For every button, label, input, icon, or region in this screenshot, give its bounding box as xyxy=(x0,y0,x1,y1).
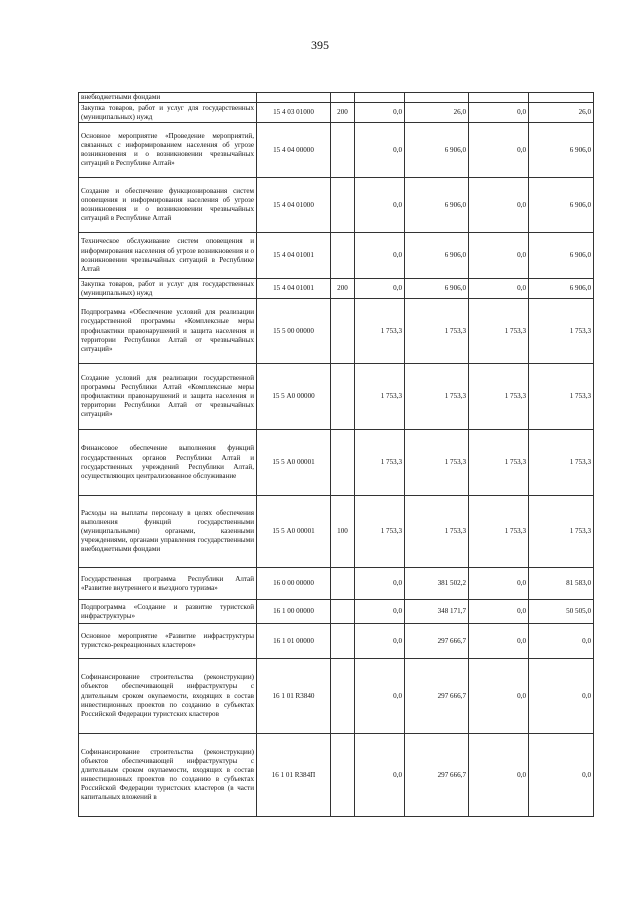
row-expense-type xyxy=(331,364,355,430)
table-row xyxy=(79,430,594,496)
row-name: Техническое обслуживание систем оповещения и информирования населения об угрозе возникновения и о возникновении чрезвычайных ситуаций в Республике Алтай xyxy=(79,233,257,279)
table-row xyxy=(79,103,594,123)
table-row xyxy=(79,600,594,624)
row-sum-4 xyxy=(529,93,594,103)
row-sum-2: 297 666,7 xyxy=(405,659,469,734)
row-sum-2: 381 502,2 xyxy=(405,568,469,600)
row-code: 16 1 00 00000 xyxy=(257,600,331,624)
row-sum-2: 1 753,3 xyxy=(405,299,469,364)
row-sum-4: 1 753,3 xyxy=(529,496,594,568)
table-row xyxy=(79,93,594,103)
table-row xyxy=(79,659,594,734)
row-name: Основное мероприятие «Развитие инфраструктуры туристско-рекреационных кластеров» xyxy=(79,624,257,659)
row-sum-3: 0,0 xyxy=(469,600,529,624)
row-name: Софинансирование строительства (реконструкции) объектов обеспечивающей инфраструктуры с длительным сроком окупаемости, входящих в состав инвестиционных проектов по созданию в субъектах Российской Федерации туристских кластеров (в части капитальных вложений в xyxy=(79,734,257,817)
row-sum-4: 6 906,0 xyxy=(529,279,594,299)
row-expense-type xyxy=(331,93,355,103)
row-sum-1: 0,0 xyxy=(355,103,405,123)
row-sum-4: 0,0 xyxy=(529,734,594,817)
row-name: Подпрограмма «Создание и развитие туристской инфраструктуры» xyxy=(79,600,257,624)
row-sum-2: 297 666,7 xyxy=(405,624,469,659)
row-sum-2: 297 666,7 xyxy=(405,734,469,817)
row-code: 15 4 04 01001 xyxy=(257,233,331,279)
row-code: 15 5 А0 00001 xyxy=(257,430,331,496)
row-sum-4: 26,0 xyxy=(529,103,594,123)
row-sum-1: 1 753,3 xyxy=(355,299,405,364)
row-expense-type: 200 xyxy=(331,103,355,123)
row-name: Софинансирование строительства (реконструкции) объектов обеспечивающей инфраструктуры с длительным сроком окупаемости, входящих в состав инвестиционных проектов по созданию в субъектах Российской Федерации туристских кластеров xyxy=(79,659,257,734)
row-sum-2: 6 906,0 xyxy=(405,279,469,299)
row-sum-1: 0,0 xyxy=(355,178,405,233)
row-sum-4: 6 906,0 xyxy=(529,123,594,178)
table-row xyxy=(79,279,594,299)
row-name: Подпрограмма «Обеспечение условий для реализации государственной программы «Комплексные меры профилактики правонарушений и защита населения и территории Республики Алтай от чрезвычайных ситуаций» xyxy=(79,299,257,364)
row-code: 16 0 00 00000 xyxy=(257,568,331,600)
row-sum-2: 1 753,3 xyxy=(405,364,469,430)
table-row xyxy=(79,364,594,430)
row-expense-type: 100 xyxy=(331,496,355,568)
row-name: Государственная программа Республики Алтай «Развитие внутреннего и въездного туризма» xyxy=(79,568,257,600)
row-expense-type xyxy=(331,600,355,624)
row-expense-type xyxy=(331,624,355,659)
row-code xyxy=(257,93,331,103)
table-row xyxy=(79,178,594,233)
row-sum-1: 0,0 xyxy=(355,734,405,817)
row-code: 15 4 04 00000 xyxy=(257,123,331,178)
row-sum-3: 1 753,3 xyxy=(469,496,529,568)
row-sum-3: 0,0 xyxy=(469,103,529,123)
row-name: Закупка товаров, работ и услуг для государственных (муниципальных) нужд xyxy=(79,279,257,299)
row-expense-type xyxy=(331,178,355,233)
row-code: 15 5 А0 00001 xyxy=(257,496,331,568)
table-row xyxy=(79,624,594,659)
table-row xyxy=(79,734,594,817)
row-sum-2: 6 906,0 xyxy=(405,178,469,233)
row-sum-3: 0,0 xyxy=(469,734,529,817)
row-code: 15 4 03 01000 xyxy=(257,103,331,123)
row-code: 16 1 01 00000 xyxy=(257,624,331,659)
table-row xyxy=(79,123,594,178)
row-sum-1: 0,0 xyxy=(355,600,405,624)
row-sum-1: 1 753,3 xyxy=(355,496,405,568)
row-expense-type xyxy=(331,568,355,600)
row-sum-1: 0,0 xyxy=(355,659,405,734)
row-expense-type xyxy=(331,734,355,817)
row-code: 15 5 00 00000 xyxy=(257,299,331,364)
row-name: Закупка товаров, работ и услуг для государственных (муниципальных) нужд xyxy=(79,103,257,123)
row-sum-3: 0,0 xyxy=(469,178,529,233)
row-sum-4: 6 906,0 xyxy=(529,178,594,233)
row-sum-4: 0,0 xyxy=(529,659,594,734)
row-sum-1: 0,0 xyxy=(355,568,405,600)
budget-table xyxy=(78,92,594,817)
table-row xyxy=(79,233,594,279)
row-sum-2 xyxy=(405,93,469,103)
table-row xyxy=(79,496,594,568)
row-code: 15 5 А0 00000 xyxy=(257,364,331,430)
row-expense-type xyxy=(331,123,355,178)
row-code: 15 4 04 01000 xyxy=(257,178,331,233)
row-sum-1: 0,0 xyxy=(355,233,405,279)
row-sum-4: 50 505,0 xyxy=(529,600,594,624)
row-sum-3: 0,0 xyxy=(469,123,529,178)
row-code: 16 1 01 R384П xyxy=(257,734,331,817)
row-name: Финансовое обеспечение выполнения функций государственных органов Республики Алтай и государственных учреждений Республики Алтай, осуществляющих централизованное обслуживание xyxy=(79,430,257,496)
row-expense-type xyxy=(331,299,355,364)
table-row xyxy=(79,568,594,600)
row-sum-4: 1 753,3 xyxy=(529,299,594,364)
row-sum-3: 1 753,3 xyxy=(469,299,529,364)
row-sum-2: 1 753,3 xyxy=(405,496,469,568)
row-sum-1: 0,0 xyxy=(355,123,405,178)
row-sum-2: 6 906,0 xyxy=(405,233,469,279)
row-code: 16 1 01 R3840 xyxy=(257,659,331,734)
row-sum-3: 1 753,3 xyxy=(469,364,529,430)
row-sum-2: 348 171,7 xyxy=(405,600,469,624)
row-sum-2: 26,0 xyxy=(405,103,469,123)
row-sum-3: 0,0 xyxy=(469,624,529,659)
row-sum-1: 0,0 xyxy=(355,624,405,659)
row-code: 15 4 04 01001 xyxy=(257,279,331,299)
row-name: Основное мероприятие «Проведение мероприятий, связанных с информированием населения об угрозе возникновения и о возникновении чрезвычайных ситуаций в Республике Алтай» xyxy=(79,123,257,178)
row-sum-3: 0,0 xyxy=(469,659,529,734)
row-sum-2: 6 906,0 xyxy=(405,123,469,178)
table-row xyxy=(79,299,594,364)
row-sum-3: 1 753,3 xyxy=(469,430,529,496)
row-sum-4: 1 753,3 xyxy=(529,364,594,430)
row-sum-1: 1 753,3 xyxy=(355,430,405,496)
row-expense-type xyxy=(331,233,355,279)
row-name: Создание и обеспечение функционирования систем оповещения и информирования населения об угрозе возникновения и о возникновении чрезвычайных ситуаций в Республике Алтай xyxy=(79,178,257,233)
row-sum-3: 0,0 xyxy=(469,279,529,299)
row-name: внебюджетными фондами xyxy=(79,93,257,103)
row-sum-4: 81 583,0 xyxy=(529,568,594,600)
row-sum-3: 0,0 xyxy=(469,233,529,279)
page-number: 395 xyxy=(311,38,329,52)
row-expense-type: 200 xyxy=(331,279,355,299)
row-expense-type xyxy=(331,659,355,734)
row-sum-4: 0,0 xyxy=(529,624,594,659)
row-sum-1: 0,0 xyxy=(355,279,405,299)
row-sum-4: 6 906,0 xyxy=(529,233,594,279)
row-sum-1: 1 753,3 xyxy=(355,364,405,430)
row-sum-3 xyxy=(469,93,529,103)
row-expense-type xyxy=(331,430,355,496)
row-sum-2: 1 753,3 xyxy=(405,430,469,496)
row-sum-4: 1 753,3 xyxy=(529,430,594,496)
row-sum-3: 0,0 xyxy=(469,568,529,600)
row-name: Расходы на выплаты персоналу в целях обеспечения выполнения функций государственными (муниципальными) органами, казенными учреждениями, органами управления государственными внебюджетными фондами xyxy=(79,496,257,568)
row-name: Создание условий для реализации государственной программы Республики Алтай «Комплексные меры профилактики правонарушений и защита населения и территории Республики Алтай от чрезвычайных ситуаций» xyxy=(79,364,257,430)
row-sum-1 xyxy=(355,93,405,103)
